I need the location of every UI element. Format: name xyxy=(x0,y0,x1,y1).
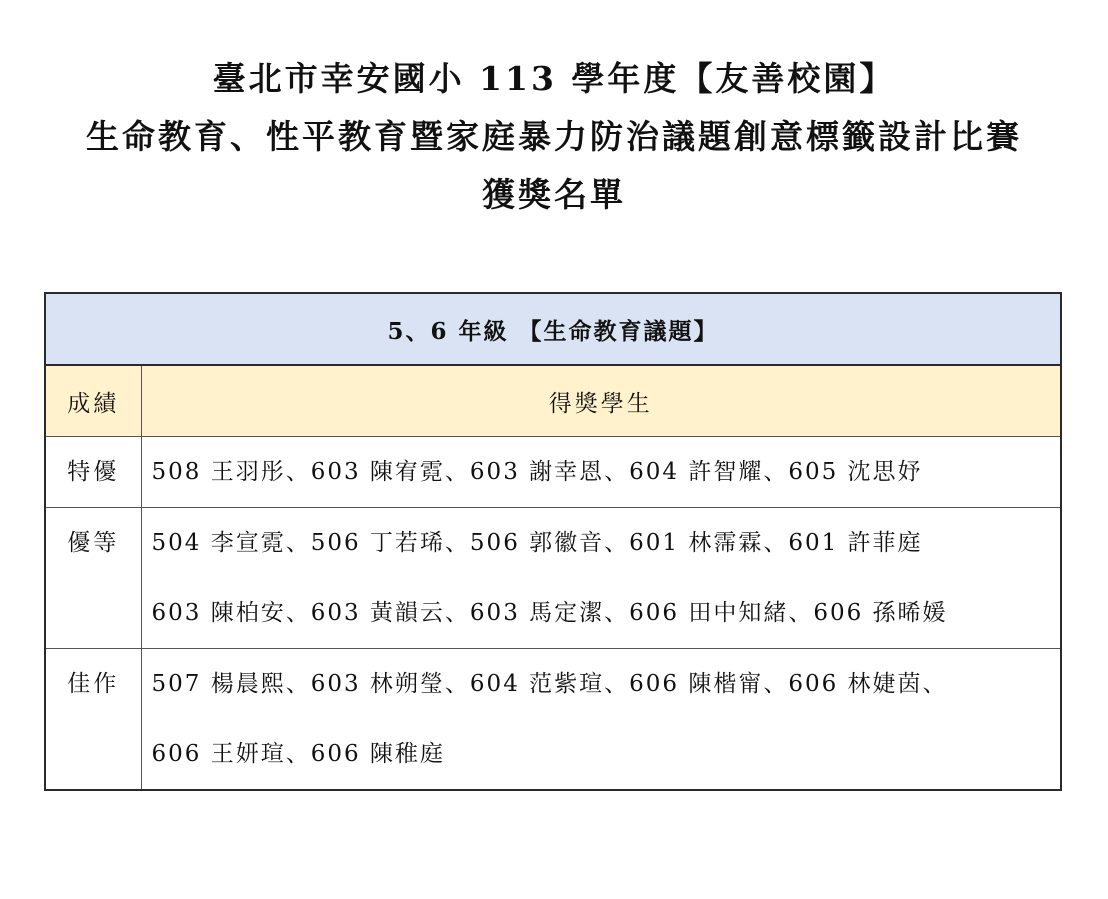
grade-cell: 特優 xyxy=(45,437,141,508)
title-line-2: 生命教育、性平教育暨家庭暴力防治議題創意標籤設計比賽 xyxy=(86,117,1022,156)
student-line: 507 楊晨熙、603 林朔瑩、604 范紫瑄、606 陳楷甯、606 林婕茵、 xyxy=(151,671,948,697)
grade-cell: 佳作 xyxy=(45,649,141,791)
table-row xyxy=(45,508,1061,649)
grade-cell: 優等 xyxy=(45,508,141,649)
table-row xyxy=(45,649,1061,791)
document-title xyxy=(0,50,1108,224)
award-table xyxy=(44,292,1062,791)
student-line: 504 李宣霓、506 丁若琋、506 郭徽音、601 林霈霖、601 許菲庭 xyxy=(151,530,923,556)
section-header: 5、6 年級 【生命教育議題】 xyxy=(45,293,1061,365)
column-header-grade: 成績 xyxy=(45,365,141,437)
column-header-students: 得獎學生 xyxy=(141,365,1061,437)
student-line: 603 陳柏安、603 黃韻云、603 馬定潔、606 田中知緒、606 孫晞媛 xyxy=(151,600,948,626)
table-row xyxy=(45,437,1061,508)
student-line: 508 王羽彤、603 陳宥霓、603 謝幸恩、604 許智耀、605 沈思妤 xyxy=(151,459,923,485)
column-header-row xyxy=(45,365,1061,437)
student-line: 606 王妍瑄、606 陳稚庭 xyxy=(151,741,445,767)
section-header-row xyxy=(45,293,1061,365)
students-cell xyxy=(141,437,1061,508)
title-line-3: 獲獎名單 xyxy=(482,175,626,214)
students-cell xyxy=(141,508,1061,649)
students-cell xyxy=(141,649,1061,791)
title-line-1: 臺北市幸安國小 113 學年度【友善校園】 xyxy=(212,59,896,98)
